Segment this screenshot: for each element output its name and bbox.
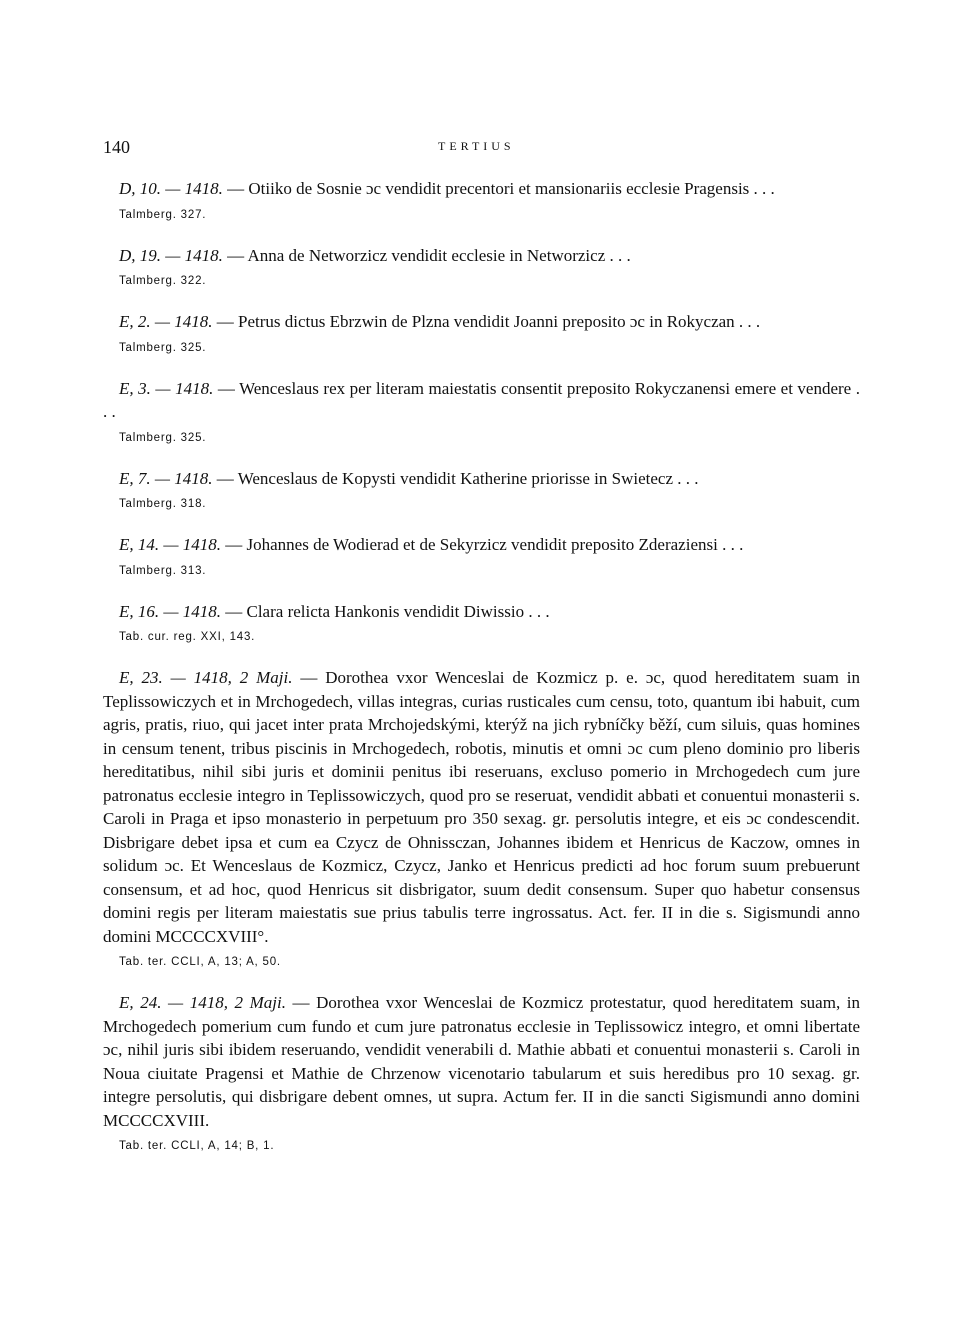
entry: [103, 377, 860, 446]
entries-list: [103, 177, 860, 1175]
entry-text: [103, 991, 860, 1132]
entry-source: Tab. cur. reg. XXI, 143.: [119, 631, 256, 643]
entry-text: [103, 244, 860, 268]
entry-text: [103, 600, 860, 624]
entry-body: — Wenceslaus de Kopysti vendidit Katherine priorisse in Swietecz . . .: [212, 468, 699, 488]
entry-body: — Clara relicta Hankonis vendidit Diwissio . . .: [221, 601, 550, 621]
entry-text: [103, 177, 860, 201]
entry-text: [103, 310, 860, 334]
entry-body: — Dorothea vxor Wenceslai de Kozmicz p. e. ɔc, quod hereditatem suam in Teplissowiczych et in Mrchogedech, villas integras, curias rusticales cum censu, toto, quantum ibi habuit, cum agris, pratis, riuo, qui jacet inter prata Mrchojedskými, kterýž na jich rybníčky běží, cum siluis, quas homines in censum tenent, tribus piscinis in Mrchogedech, robotis, minutis et omni ɔc cum pleno dominio pro liberis hereditatibus, nihil sibi juris et dominii penitus ibi reseruans, excluso pomerio in Mrchogedech cum jure patronatus ecclesie integro in Teplissowiczych, quod pro se reseruat, vendidit abbati et conuentui monasterii s. Caroli in Praga et ipso monasterio in perpetuum pro 350 sexag. gr. persolutis integre, et eis ɔc condescendit. Disbrigare debet ipsa et cum ea Czycz de Ohnissczan, Johannes ibidem et Henricus de Kaczow, omnes in solidum ɔc. Et Wenceslaus de Kozmicz, Czycz, Janko et Henricus predicti ad hoc forum suum prebuerunt consensum, et ad hoc, quod Henricus sit disbrigator, suum dedit consensum. Super quo habetur consensus domini regis per literam maiestatis sue prius tabulis terre ingrossatus. Act. fer. II in die s. Sigismundi anno domini MCCCCXVIII°.: [103, 668, 861, 946]
entry: [103, 177, 860, 223]
entry-source: Tab. ter. CCLI, A, 13; A, 50.: [119, 956, 281, 968]
entry-date: D, 10. — 1418.: [119, 179, 223, 198]
entry-source: Talmberg. 322.: [119, 275, 207, 287]
entry: [103, 666, 860, 970]
entry-date: E, 23. — 1418, 2 Maji.: [119, 668, 293, 687]
entry-source: Talmberg. 327.: [119, 208, 207, 221]
entry: [103, 244, 860, 290]
entry-date: E, 7. — 1418.: [119, 468, 213, 488]
entry-body: — Otiiko de Sosnie ɔc vendidit precentori et mansionariis ecclesie Pragensis . . .: [222, 179, 775, 198]
entry-source: Talmberg. 325.: [119, 341, 207, 354]
entry-source: Tab. ter. CCLI, A, 14; B, 1.: [119, 1140, 275, 1152]
entry-text: [103, 467, 860, 491]
entry-body: — Wenceslaus rex per literam maiestatis consentit preposito Rokyczanensi emere et vendere . . .: [103, 378, 861, 421]
entry-text: [103, 377, 860, 424]
page-number: 140: [103, 137, 130, 157]
entry-body: — Dorothea vxor Wenceslai de Kozmicz protestatur, quod hereditatem suam, in Mrchogedech pomerium cum fundo et cum jure patronatus ecclesie in Teplissowicz integro, et omni libertate ɔc, nihil juris sibi ibidem reseruando, vendidit venerabili d. Mathie abbati et conuentui monasterii s. Caroli in Noua ciuitate Pragensi et Mathie de Chrzenow vicenotario tabularum et suis heredibus pro 10 sexag. gr. integre persolutis, qui disbrigare debent omnes, ut supra. Actum fer. II in die sancti Sigismundi anno domini MCCCCXVIII.: [103, 993, 860, 1130]
entry: [103, 600, 860, 646]
entry-date: E, 24. — 1418, 2 Maji.: [119, 993, 286, 1012]
entry-date: E, 2. — 1418.: [119, 312, 213, 331]
entry-text: [103, 533, 860, 557]
entry-date: E, 16. — 1418.: [119, 601, 221, 621]
entry-body: — Anna de Networzicz vendidit ecclesie in Networzicz . . .: [222, 245, 631, 265]
entry: [103, 991, 860, 1154]
entry-body: — Johannes de Wodierad et de Sekyrzicz vendidit preposito Zderaziensi . . .: [221, 535, 744, 554]
entry-date: D, 19. — 1418.: [119, 245, 223, 265]
entry: [103, 533, 860, 579]
entry-body: — Petrus dictus Ebrzwin de Plzna vendidit Joanni preposito ɔc in Rokyczan . . .: [212, 312, 761, 331]
entry-source: Talmberg. 318.: [119, 498, 207, 510]
entry-date: E, 3. — 1418.: [119, 378, 214, 398]
entry: [103, 310, 860, 356]
entry-source: Talmberg. 325.: [119, 431, 207, 444]
entry-source: Talmberg. 313.: [119, 564, 207, 577]
running-title: TERTIUS: [438, 139, 515, 153]
entry: [103, 467, 860, 513]
entry-text: [103, 666, 860, 948]
page-header: [103, 137, 860, 165]
entry-date: E, 14. — 1418.: [119, 535, 221, 554]
